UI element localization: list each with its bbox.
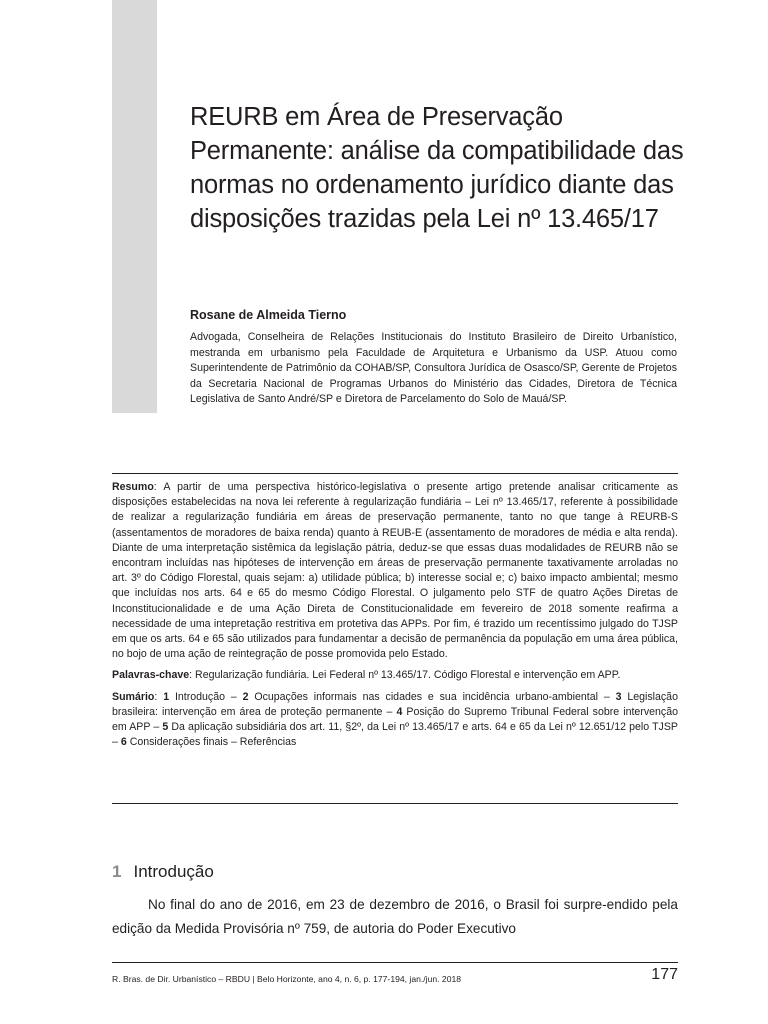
page-number: 177 [651, 966, 678, 983]
summary-num: 1 [163, 690, 170, 703]
summary-num: 6 [120, 736, 127, 749]
summary-num: 4 [396, 705, 403, 718]
footer-citation: R. Bras. de Dir. Urbanístico – RBDU | Belo Horizonte, ano 4, n. 6, p. 177-194, jan./jun. 2018 [112, 974, 462, 984]
abstract-label: Resumo [112, 481, 154, 493]
summary-paragraph: Sumário: 1 Introdução – 2 Ocupações informais nas cidades e sua incidência urbano-ambiental – 3 Legislação brasileira: intervenção em área de proteção permanente – 4 Posição do Supremo Tribunal Federal sobre intervenção em APP – 5 Da aplicação subsidiária dos art. 11, §2º, da Lei nº 13.465/17 e arts. 64 e 65 da Lei nº 12.651/12 pelo TJSP – 6 Considerações finais – Referências [112, 690, 679, 749]
summary-num: 3 [615, 690, 622, 703]
summary-item: Considerações finais – Referências [126, 736, 297, 749]
footer-rule [112, 962, 678, 963]
article-title: REURB em Área de Preservação Permanente: análise da compatibilidade das normas no ordenamento jurídico diante das disposições trazidas pela Lei nº 13.465/17 [190, 103, 684, 233]
summary-num: 2 [242, 690, 249, 703]
summary-item: Posição do Supremo Tribunal Federal sobre intervenção em APP – [112, 705, 679, 734]
section-title: Introdução [133, 862, 214, 881]
section-number: 1 [112, 862, 122, 881]
keywords-label: Palavras-chave [112, 669, 190, 682]
summary-item: Introdução – [169, 690, 243, 703]
section-heading [112, 862, 214, 882]
bottom-rule [112, 803, 678, 804]
summary-item: Da aplicação subsidiária dos art. 11, §2º, da Lei nº 13.465/17 e arts. 64 e 65 da Lei nº 12.651/12 pelo TJSP – [112, 721, 678, 749]
top-rule [112, 473, 678, 474]
keywords-text: : Regularização fundiária. Lei Federal nº 13.465/17. Código Florestal e intervenção em APP. [189, 669, 621, 682]
author-name: Rosane de Almeida Tierno [190, 308, 347, 322]
keywords-paragraph [112, 668, 678, 683]
side-gray-bar [112, 0, 157, 413]
summary-item: Ocupações informais nas cidades e sua incidência urbano-ambiental – [248, 690, 616, 703]
abstract-paragraph [112, 480, 678, 662]
abstract-block [112, 480, 678, 756]
author-affiliation: Advogada, Conselheira de Relações Institucionais do Instituto Brasileiro de Direito Urbanístico, mestranda em urbanismo pela Faculdade de Arquitetura e Urbanismo da USP. Atuou como Superintendente de Patrimônio da COHAB/SP, Consultora Jurídica de Osasco/SP, Gerente de Projetos da Secretaria Nacional de Programas Urbanos do Ministério das Cidades, Diretora de Técnica Legislativa de Santo André/SP e Diretora de Parcelamento do Solo de Mauá/SP. [190, 331, 677, 406]
body-paragraph: No final do ano de 2016, em 23 de dezembro de 2016, o Brasil foi surpre-endido pela edição da Medida Provisória nº 759, de autoria do Poder Executivo [112, 897, 678, 936]
summary-num: 5 [162, 721, 169, 734]
summary-label: Sumário [112, 690, 155, 703]
abstract-text: : A partir de uma perspectiva histórico-legislativa o presente artigo pretende analisar criticamente as disposições estabelecidas na nova lei referente à regularização fundiária – Lei nº 13.465/17, referente à possibilidade de realizar a regularização fundiária em áreas de preservação permanente, tanto no que tange à REURB-S (assentamentos de moradores de baixa renda) quanto à REUB-E (assentamento de moradores de média e alta renda). Diante de uma interpretação sistêmica da legislação pátria, deduz-se que essas duas modalidades de REURB não se encontram incluídas nas hipóteses de intervenção em áreas de preservação permanente taxativamente arroladas no art. 3º do Código Florestal, quais sejam: a) utilidade pública; b) interesse social e; c) baixo impacto ambiental; mesmo que incluídas nos arts. 64 e 65 do mesmo Código Florestal. O julgamento pelo STF de quatro Ações Diretas de Inconstitucionalidade e de uma Ação Direta de Constitucionalidade em fevereiro de 2018 somente reafirma a necessidade de uma intepretação restritiva em protetiva das APPs. Por fim, é trazido um recentíssimo julgado do TJSP em que os arts. 64 e 65 são utilizados para fundamentar a decisão de permanência da população em uma área pública, no bojo de uma ação de reintegração de posse promovida pelo Estado. [112, 481, 678, 661]
summary-item: Legislação brasileira: intervenção em área de proteção permanente – [112, 690, 678, 718]
